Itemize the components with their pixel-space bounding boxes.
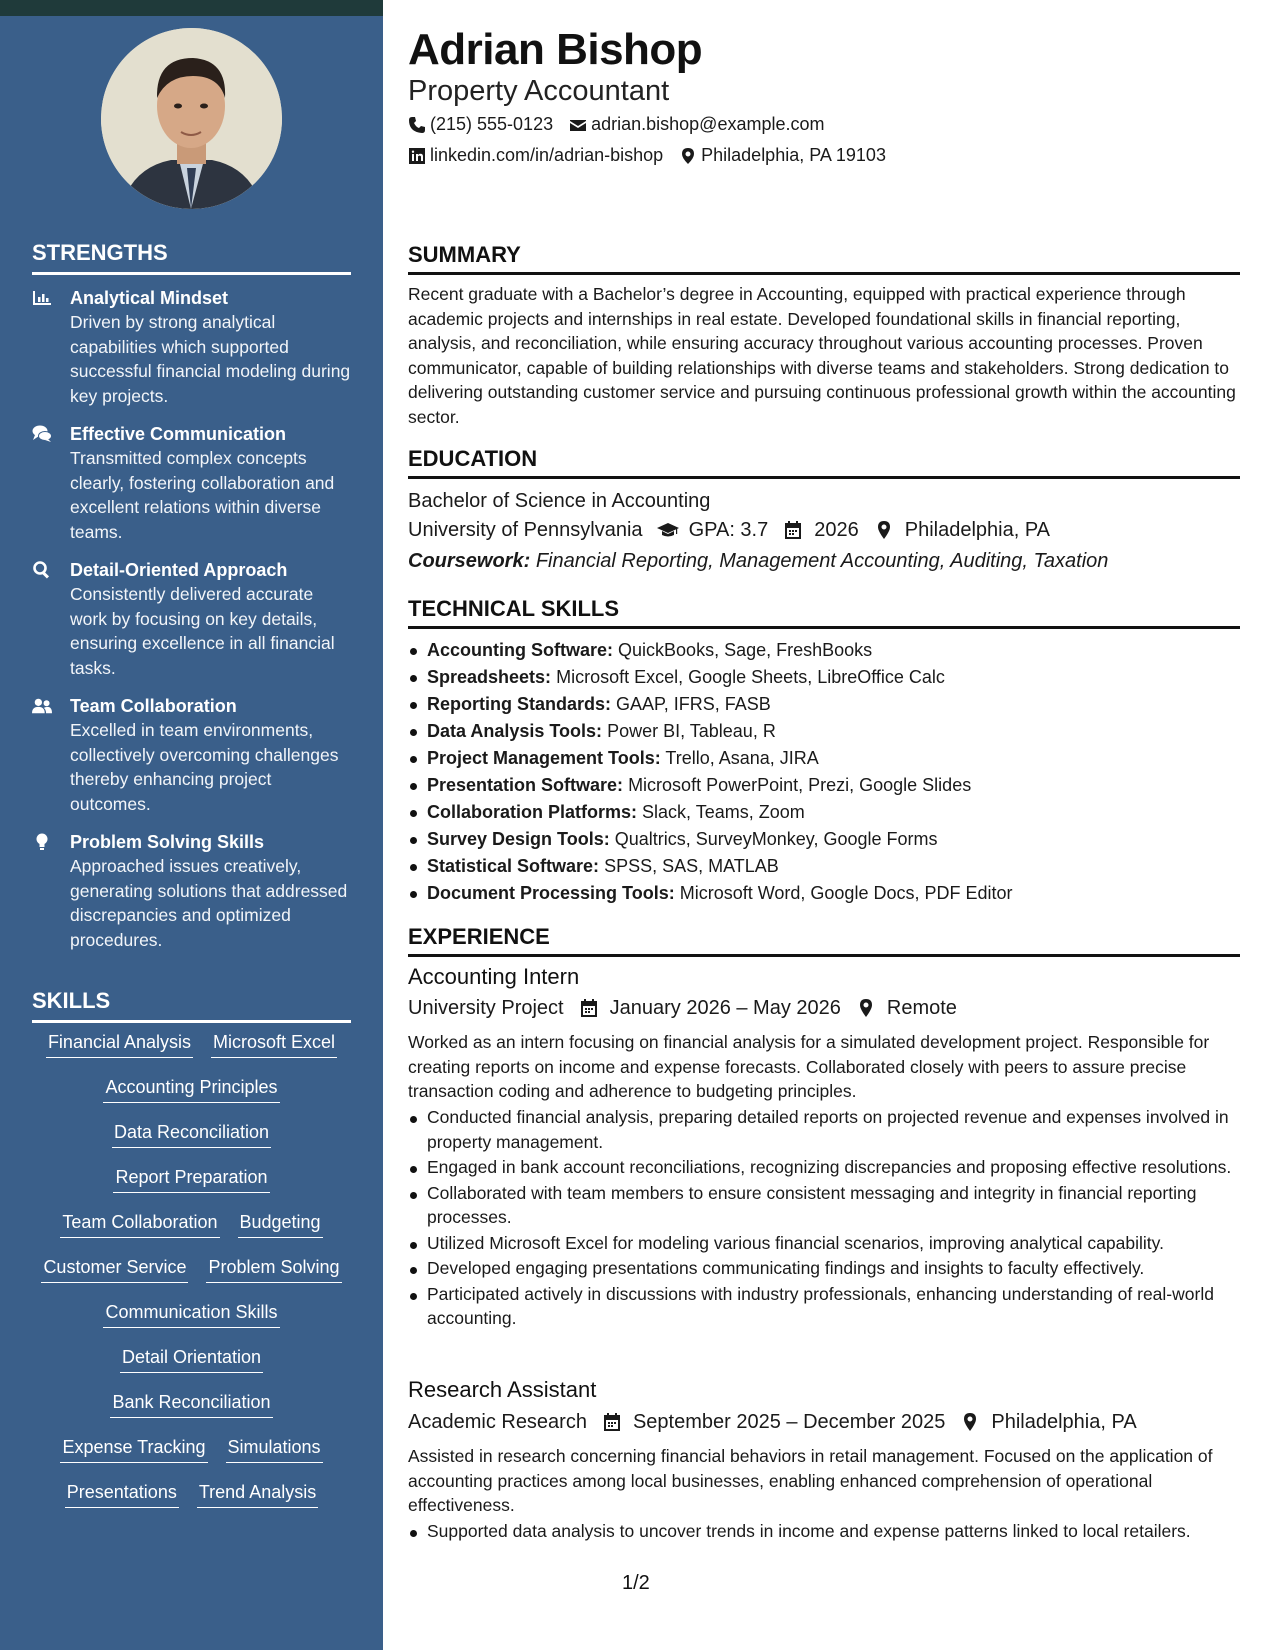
skill-tag: Problem Solving bbox=[206, 1255, 341, 1283]
list-item: Project Management Tools: Trello, Asana, JIRA bbox=[408, 745, 1240, 772]
list-item: Reporting Standards: GAAP, IFRS, FASB bbox=[408, 691, 1240, 718]
job-location: Remote bbox=[855, 995, 957, 1021]
strength-item bbox=[32, 286, 352, 408]
education-meta bbox=[408, 517, 1064, 543]
skill-tag: Data Reconciliation bbox=[112, 1120, 271, 1148]
phone-icon bbox=[408, 116, 426, 134]
phone-contact[interactable] bbox=[408, 114, 553, 135]
education-location: Philadelphia, PA bbox=[873, 517, 1050, 543]
skills-cloud bbox=[32, 1030, 351, 1525]
skill-tag: Customer Service bbox=[41, 1255, 188, 1283]
strengths-heading: STRENGTHS bbox=[32, 240, 351, 275]
summary-heading: SUMMARY bbox=[408, 242, 1240, 275]
job-description: Assisted in research concerning financial behaviors in retail management. Focused on the application of accounting practices among local businesses, enabling enhanced comprehension of operational effectiveness. bbox=[408, 1446, 1213, 1515]
phone-text: (215) 555-0123 bbox=[430, 114, 554, 134]
sidebar-top-bar bbox=[0, 0, 383, 16]
strength-item bbox=[32, 558, 352, 680]
list-item: Conducted financial analysis, preparing detailed reports on projected revenue and expenses involved in property management. bbox=[408, 1105, 1240, 1154]
skills-heading: SKILLS bbox=[32, 988, 351, 1023]
summary-text: Recent graduate with a Bachelor’s degree in Accounting, equipped with practical experience through academic projects and internships in real estate. Developed foundational skills in financial reporting, analysis, and reconciliation, while ensuring accuracy throughout various accounting processes. Proven communicator, capable of building relationships with diverse teams and stakeholders. Strong dedication to delivering outstanding customer service and pursuing continuous professional growth within the accounting sector. bbox=[408, 284, 1236, 427]
calendar-icon bbox=[601, 1412, 623, 1432]
list-item: Survey Design Tools: Qualtrics, SurveyMonkey, Google Forms bbox=[408, 826, 1240, 853]
email-contact[interactable] bbox=[569, 114, 824, 135]
coursework-text: Financial Reporting, Management Accounting, Auditing, Taxation bbox=[535, 550, 1109, 572]
email-text: adrian.bishop@example.com bbox=[591, 114, 825, 134]
graduation-cap-icon bbox=[657, 520, 679, 540]
skill-tag: Budgeting bbox=[238, 1210, 323, 1238]
chat-bubbles-icon bbox=[32, 422, 70, 544]
envelope-icon bbox=[569, 116, 587, 134]
list-item: Accounting Software: QuickBooks, Sage, FreshBooks bbox=[408, 637, 1240, 664]
year-item: 2026 bbox=[782, 517, 859, 543]
lightbulb-icon bbox=[32, 830, 70, 952]
job-location: Philadelphia, PA bbox=[959, 1409, 1136, 1435]
linkedin-contact[interactable] bbox=[408, 145, 663, 166]
list-item: Document Processing Tools: Microsoft Word, Google Docs, PDF Editor bbox=[408, 880, 1240, 907]
job-meta bbox=[408, 995, 971, 1021]
strength-description: Excelled in team environments, collectively overcoming challenges thereby enhancing project outcomes. bbox=[70, 720, 339, 814]
job-bullets bbox=[408, 1519, 1240, 1545]
strength-item bbox=[32, 830, 352, 952]
job-org: Academic Research bbox=[408, 1411, 587, 1433]
list-item: Spreadsheets: Microsoft Excel, Google Sheets, LibreOffice Calc bbox=[408, 664, 1240, 691]
skill-tag: Presentations bbox=[65, 1480, 179, 1508]
education-heading: EDUCATION bbox=[408, 446, 1240, 479]
skill-tag: Trend Analysis bbox=[197, 1480, 318, 1508]
experience-heading: EXPERIENCE bbox=[408, 924, 1240, 957]
technical-skills-heading: TECHNICAL SKILLS bbox=[408, 596, 1240, 629]
users-icon bbox=[32, 694, 70, 816]
strength-item bbox=[32, 422, 352, 544]
strength-title: Problem Solving Skills bbox=[70, 832, 265, 852]
list-item: Collaborated with team members to ensure consistent messaging and integrity in financial reporting processes. bbox=[408, 1181, 1240, 1230]
location-contact bbox=[679, 145, 886, 166]
strength-item bbox=[32, 694, 352, 816]
job-meta bbox=[408, 1409, 1151, 1435]
bar-chart-icon bbox=[32, 286, 70, 408]
strength-description: Approached issues creatively, generating solutions that addressed discrepancies and optimized procedures. bbox=[70, 856, 348, 950]
list-item: Utilized Microsoft Excel for modeling various financial scenarios, improving analytical capability. bbox=[408, 1231, 1240, 1256]
location-text: Philadelphia, PA 19103 bbox=[701, 145, 886, 165]
list-item: Developed engaging presentations communicating findings and insights to faculty effectively. bbox=[408, 1256, 1240, 1281]
profile-photo bbox=[101, 28, 282, 209]
strength-description: Driven by strong analytical capabilities which supported successful financial modeling during key projects. bbox=[70, 312, 351, 406]
skill-tag: Microsoft Excel bbox=[211, 1030, 337, 1058]
list-item: Data Analysis Tools: Power BI, Tableau, R bbox=[408, 718, 1240, 745]
skill-tag: Expense Tracking bbox=[60, 1435, 207, 1463]
skill-tag: Bank Reconciliation bbox=[110, 1390, 272, 1418]
list-item: Presentation Software: Microsoft PowerPoint, Prezi, Google Slides bbox=[408, 772, 1240, 799]
strength-description: Transmitted complex concepts clearly, fostering collaboration and excellent relations within diverse teams. bbox=[70, 448, 335, 542]
skill-tag: Communication Skills bbox=[103, 1300, 279, 1328]
list-item: Statistical Software: SPSS, SAS, MATLAB bbox=[408, 853, 1240, 880]
skill-tag: Financial Analysis bbox=[46, 1030, 193, 1058]
job-description: Worked as an intern focusing on financial analysis for a simulated development project. Responsible for creating reports on income and expense forecasts. Collaborated closely with peers to assure precise transaction coding and adherence to budgeting principles. bbox=[408, 1032, 1210, 1101]
job-title: Accounting Intern bbox=[408, 964, 580, 989]
strength-title: Analytical Mindset bbox=[70, 288, 229, 308]
degree-title: Bachelor of Science in Accounting bbox=[408, 490, 711, 512]
map-pin-icon bbox=[959, 1412, 981, 1432]
map-pin-icon bbox=[679, 147, 697, 165]
strength-description: Consistently delivered accurate work by focusing on key details, ensuring excellence in all financial tasks. bbox=[70, 584, 335, 678]
sidebar bbox=[0, 0, 383, 1650]
coursework-line bbox=[408, 548, 1108, 574]
contact-line-1 bbox=[408, 114, 841, 135]
map-pin-icon bbox=[855, 998, 877, 1018]
gpa-item: GPA: 3.7 bbox=[657, 517, 769, 543]
linkedin-icon bbox=[408, 147, 426, 165]
list-item: Collaboration Platforms: Slack, Teams, Zoom bbox=[408, 799, 1240, 826]
page-number: 1/2 bbox=[622, 1572, 650, 1594]
job-org: University Project bbox=[408, 997, 564, 1019]
calendar-icon bbox=[782, 520, 804, 540]
job-dates: September 2025 – December 2025 bbox=[601, 1409, 945, 1435]
strength-title: Effective Communication bbox=[70, 424, 287, 444]
strength-title: Detail-Oriented Approach bbox=[70, 560, 288, 580]
skill-tag: Simulations bbox=[226, 1435, 323, 1463]
skill-tag: Accounting Principles bbox=[103, 1075, 279, 1103]
strength-title: Team Collaboration bbox=[70, 696, 237, 716]
candidate-role: Property Accountant bbox=[408, 75, 670, 107]
skill-tag: Report Preparation bbox=[113, 1165, 269, 1193]
list-item: Engaged in bank account reconciliations, recognizing discrepancies and proposing effective resolutions. bbox=[408, 1155, 1240, 1180]
coursework-label: Coursework: bbox=[408, 550, 531, 572]
magnifier-icon bbox=[32, 558, 70, 680]
skill-tag: Detail Orientation bbox=[120, 1345, 263, 1373]
strengths-list bbox=[32, 286, 352, 966]
map-pin-icon bbox=[873, 520, 895, 540]
linkedin-text: linkedin.com/in/adrian-bishop bbox=[430, 145, 664, 165]
school-name: University of Pennsylvania bbox=[408, 519, 643, 541]
technical-skills-list bbox=[408, 637, 1240, 907]
job-bullets bbox=[408, 1105, 1240, 1332]
calendar-icon bbox=[578, 998, 600, 1018]
skill-tag: Team Collaboration bbox=[60, 1210, 219, 1238]
job-dates: January 2026 – May 2026 bbox=[578, 995, 841, 1021]
list-item: Participated actively in discussions with industry professionals, enhancing understanding of real-world accounting. bbox=[408, 1282, 1240, 1331]
candidate-name: Adrian Bishop bbox=[408, 25, 703, 74]
contact-line-2 bbox=[408, 145, 902, 166]
list-item: Supported data analysis to uncover trends in income and expense patterns linked to local retailers. bbox=[408, 1519, 1240, 1544]
job-title: Research Assistant bbox=[408, 1377, 597, 1402]
